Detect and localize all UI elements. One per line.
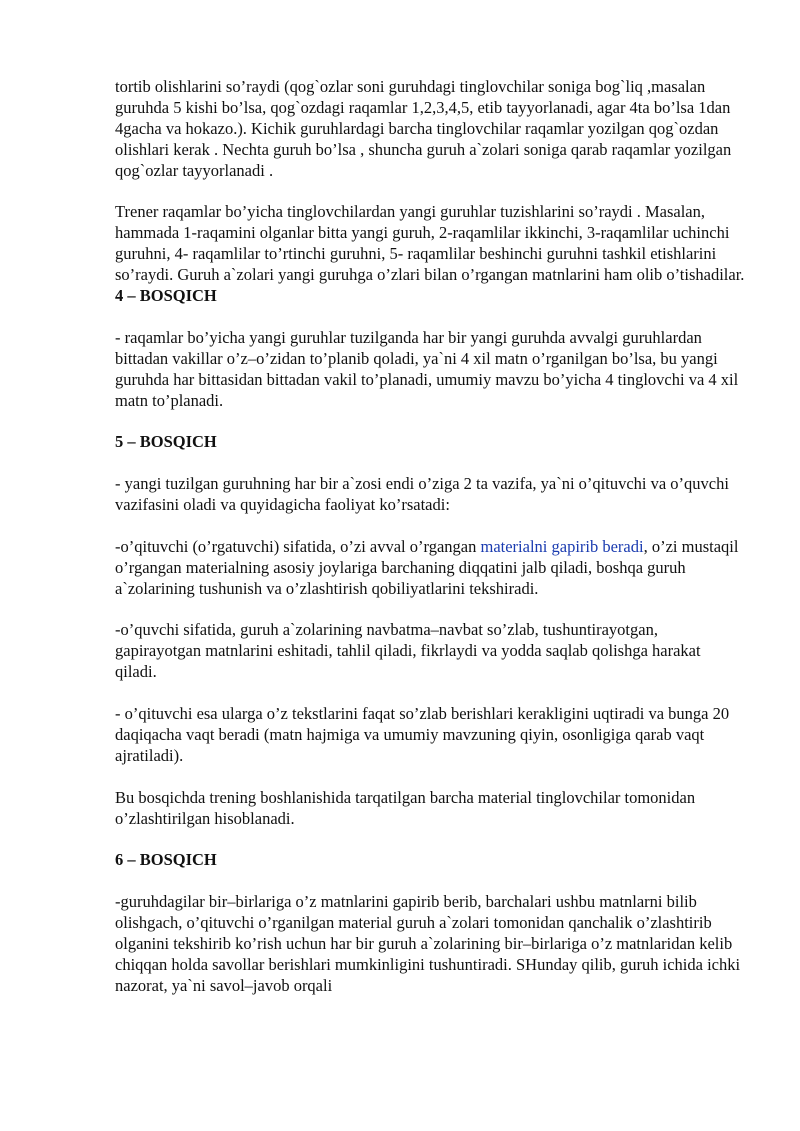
heading-stage-5: 5 – BOSQICH (115, 432, 217, 452)
material-link[interactable]: materialni gapirib beradi (480, 536, 644, 556)
teacher-role-text-end: , o’zi mustaqil o’rgangan materialning asosiy joylariga barchaning diqqatini jalb qiladi, boshqa guruh a`zolarining tushunish va o’zlashtirish qobiliyatlarini tekshiradi. (115, 536, 739, 598)
paragraph-intro: tortib olishlarini so’raydi (qog`ozlar soni guruhdagi tinglovchilar soniga bog`liq ,masalan guruhda 5 kishi bo’lsa, qog`ozdagi raqamlar 1,2,3,4,5, etib tayyorlanadi, agar 4ta bo’lsa 1dan 4gacha va hokazo.). Kichik guruhlardagi barcha tinglovchilar raqamlar yozilgan qog`ozdan olishlari kerak . Nechta guruh bo’lsa , shuncha guruh a`zolari soniga qarab raqamlar yozilgan qog`ozlar tayyorlanadi . (115, 77, 732, 180)
paragraph-student-role: -o’quvchi sifatida, guruh a`zolarining navbatma–navbat so’zlab, tushuntirayotgan, gapirayotgan matnlarini eshitadi, tahlil qiladi, fikrlaydi va yodda saqlab qolishga harakat qiladi. (115, 620, 701, 682)
paragraph-stage-6: -guruhdagilar bir–birlariga o’z matnlarini gapirib berib, barchalari ushbu matnlarni bilib olishgach, o’qituvchi o’rganilgan material guruh a`zolari tomonidan qanchalik o’zlashtirib olganini tekshirib ko’rish uchun har bir guruh a`zolarining bir–birlariga o’z matnlaridan kelib chiqqan holda savollar berishlari mumkinligini tushuntiradi. SHunday qilib, guruh ichida ichki nazorat, ya`ni savol–javob orqali (115, 892, 741, 995)
paragraph-stage-5-summary: Bu bosqichda trening boshlanishida tarqatilgan barcha material tinglovchilar tomonidan o’zlashtirilgan hisoblanadi. (115, 787, 696, 828)
heading-stage-4: 4 – BOSQICH (115, 286, 217, 306)
document-page (115, 77, 745, 997)
paragraph-teacher-role (115, 537, 745, 600)
paragraph-stage-5-tasks: - yangi tuzilgan guruhning har bir a`zosi endi o’ziga 2 ta vazifa, ya`ni o’qituvchi va o’quvchi vazifasini oladi va quyidagicha faoliyat ko’rsatadi: (115, 474, 729, 515)
paragraph-teacher-instruction: - o’qituvchi esa ularga o’z tekstlarini faqat so’zlab berishlari kerakligini uqtiradi va bunga 20 daqiqacha vaqt beradi (matn hajmiga va umumiy mavzuning qiyin, osonligiga qarab vaqt ajratiladi). (115, 704, 730, 765)
heading-stage-6: 6 – BOSQICH (115, 850, 217, 870)
teacher-role-text-start: -o’qituvchi (o’rgatuvchi) sifatida, o’zi avval o’rgangan (115, 536, 481, 556)
paragraph-trainer-groups: Trener raqamlar bo’yicha tinglovchilardan yangi guruhlar tuzishlarini so’raydi . Masalan, hammada 1-raqamini olganlar bitta yangi guruh, 2-raqamlilar ikkinchi, 3-raqamlilar uchinchi guruhni, 4- raqamlilar to’rtinchi guruhni, 5- raqamlilar beshinchi guruhni tashkil etishlarini so’raydi. Guruh a`zolari yangi guruhga o’zlari bilan o’rgangan matnlarini ham olib o’tishadilar. (115, 202, 745, 285)
paragraph-stage-4: - raqamlar bo’yicha yangi guruhlar tuzilganda har bir yangi guruhda avvalgi guruhlardan bittadan vakillar o’z–o’zidan to’planib qoladi, ya`ni 4 xil matn o’rganilgan bo’lsa, bu yangi guruhda har bittasidan bittadan vakil to’planadi, umumiy mavzu bo’yicha 4 tinglovchi va 4 xil matn to’planadi. (115, 327, 739, 410)
